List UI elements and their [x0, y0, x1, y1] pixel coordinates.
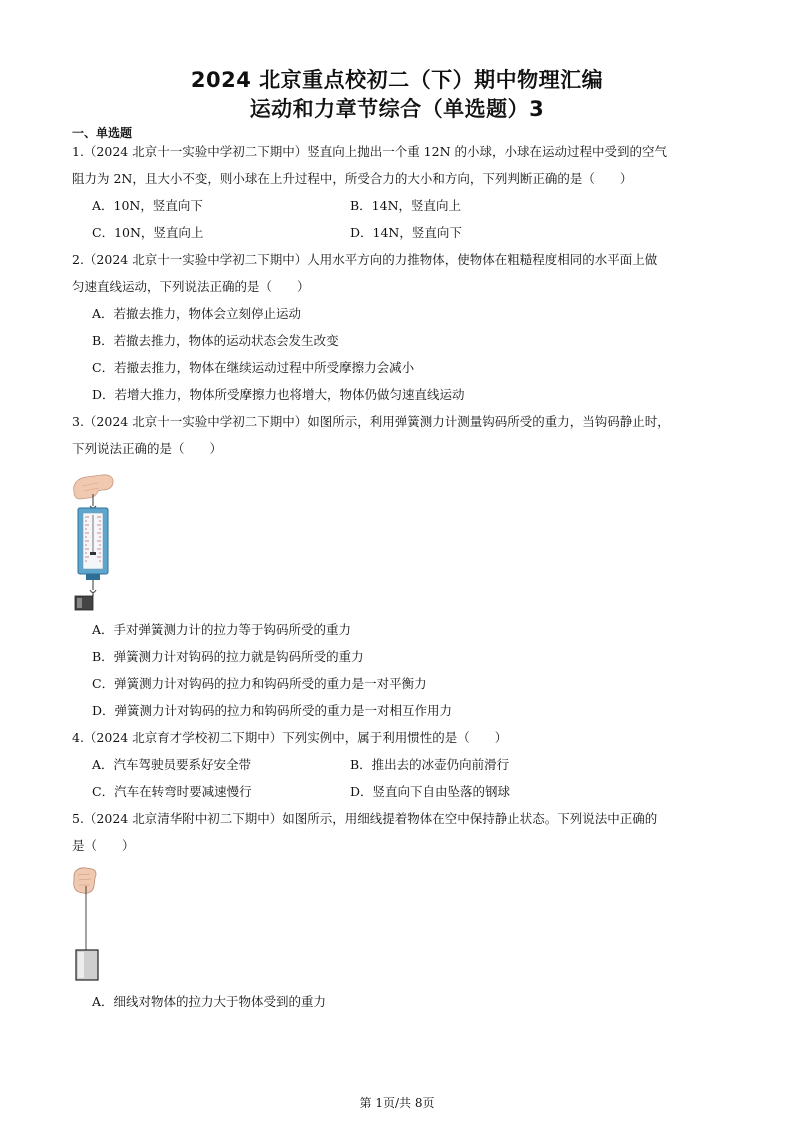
question-2-line-1: 2.（2024 北京十一实验中学初二下期中）人用水平方向的力推物体，使物体在粗糙程度相同的水平面上做 — [72, 252, 658, 267]
question-3-option-a: A．手对弹簧测力计的拉力等于钩码所受的重力 — [92, 622, 352, 637]
question-3-line-2: 下列说法正确的是（ ） — [72, 441, 223, 456]
page-footer: 第 1页/共 8页 — [359, 1096, 435, 1110]
question-1-option-c: C．10N，竖直向上 — [92, 225, 204, 240]
question-4-option-b: B．推出去的冰壶仍向前滑行 — [350, 757, 510, 772]
spring-scale-figure — [68, 472, 118, 614]
question-4-option-c: C．汽车在转弯时要减速慢行 — [92, 784, 252, 799]
thread-block-figure — [70, 866, 110, 982]
question-2-option-a: A．若撤去推力，物体会立刻停止运动 — [92, 306, 302, 321]
question-3-option-b: B．弹簧测力计对钩码的拉力就是钩码所受的重力 — [92, 649, 364, 664]
question-1-option-a: A．10N，竖直向下 — [92, 198, 203, 213]
document-title: 2024 北京重点校初二（下）期中物理汇编 — [190, 68, 604, 92]
question-3-option-d: D．弹簧测力计对钩码的拉力和钩码所受的重力是一对相互作用力 — [92, 703, 453, 718]
document-subtitle: 运动和力章节综合（单选题）3 — [249, 97, 545, 121]
question-4-line-1: 4.（2024 北京育才学校初二下期中）下列实例中，属于利用惯性的是（ ） — [72, 730, 508, 745]
question-1-option-b: B．14N，竖直向上 — [350, 198, 462, 213]
question-4-option-a: A．汽车驾驶员要系好安全带 — [92, 757, 252, 772]
section-heading: 一、单选题 — [72, 126, 133, 140]
question-1-line-2: 阻力为 2N，且大小不变，则小球在上升过程中，所受合力的大小和方向，下列判断正确的是（ ） — [72, 171, 633, 186]
question-2-option-b: B．若撤去推力，物体的运动状态会发生改变 — [92, 333, 339, 348]
question-2-option-c: C．若撤去推力，物体在继续运动过程中所受摩擦力会减小 — [92, 360, 415, 375]
question-3-line-1: 3.（2024 北京十一实验中学初二下期中）如图所示，利用弹簧测力计测量钩码所受的重力，当钩码静止时， — [72, 414, 670, 429]
question-4-option-d: D．竖直向下自由坠落的钢球 — [350, 784, 511, 799]
question-2-line-2: 匀速直线运动，下列说法正确的是（ ） — [72, 279, 310, 294]
question-1-option-d: D．14N，竖直向下 — [350, 225, 462, 240]
question-5-line-1: 5.（2024 北京清华附中初二下期中）如图所示，用细线提着物体在空中保持静止状态。下列说法中正确的 — [72, 811, 658, 826]
question-2-option-d: D．若增大推力，物体所受摩擦力也将增大，物体仍做匀速直线运动 — [92, 387, 465, 402]
question-3-option-c: C．弹簧测力计对钩码的拉力和钩码所受的重力是一对平衡力 — [92, 676, 427, 691]
question-5-line-2: 是（ ） — [72, 838, 135, 853]
question-1-line-1: 1.（2024 北京十一实验中学初二下期中）竖直向上抛出一个重 12N 的小球，小球在运动过程中受到的空气 — [72, 144, 668, 159]
question-5-option-a: A．细线对物体的拉力大于物体受到的重力 — [92, 994, 327, 1009]
